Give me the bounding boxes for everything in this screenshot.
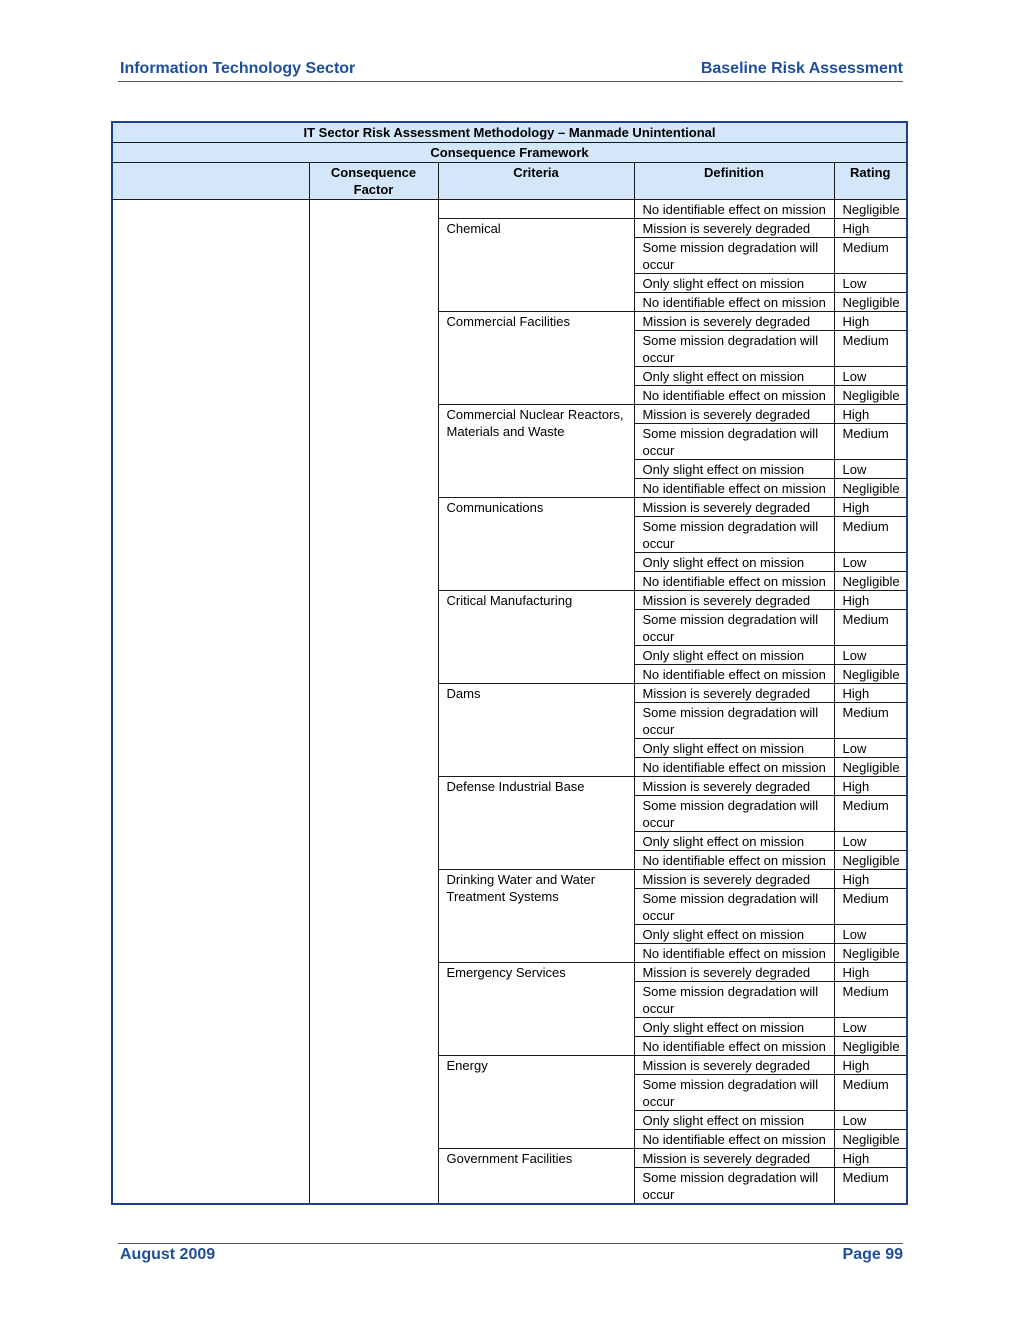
criteria-cell: Commercial Facilities [438,312,634,405]
rating-cell: High [834,1149,907,1168]
rating-cell: Negligible [834,1037,907,1056]
header-sector-title: Information Technology Sector [120,60,356,77]
rating-cell: High [834,219,907,238]
rating-cell: High [834,1056,907,1075]
column-header-blank [112,163,309,200]
definition-cell: No identifiable effect on mission [634,758,834,777]
column-header-definition: Definition [634,163,834,200]
definition-cell: No identifiable effect on mission [634,851,834,870]
definition-cell: Mission is severely degraded [634,591,834,610]
definition-cell: No identifiable effect on mission [634,386,834,405]
rating-cell: Low [834,274,907,293]
rating-cell: High [834,405,907,424]
rating-cell: Negligible [834,665,907,684]
definition-cell: Only slight effect on mission [634,274,834,293]
rating-cell: Low [834,646,907,665]
definition-cell: Only slight effect on mission [634,553,834,572]
risk-assessment-table [111,121,908,1205]
consequence-factor-cell [309,200,438,1205]
rating-cell: Medium [834,331,907,367]
header-document-title: Baseline Risk Assessment [700,60,903,77]
rating-cell: Medium [834,982,907,1018]
definition-cell: Mission is severely degraded [634,1056,834,1075]
definition-cell: Some mission degradation will occur [634,703,834,739]
rating-cell: Low [834,1018,907,1037]
rating-cell: Medium [834,703,907,739]
rating-cell: Medium [834,889,907,925]
criteria-cell: Commercial Nuclear Reactors, Materials and Waste [438,405,634,498]
rating-cell: Low [834,553,907,572]
definition-cell: Some mission degradation will occur [634,610,834,646]
rating-cell: Medium [834,517,907,553]
definition-cell: Only slight effect on mission [634,367,834,386]
criteria-cell: Dams [438,684,634,777]
rating-cell: Low [834,925,907,944]
rating-cell: Low [834,1111,907,1130]
definition-cell: Some mission degradation will occur [634,424,834,460]
column-header-rating: Rating [834,163,907,200]
definition-cell: No identifiable effect on mission [634,293,834,312]
definition-cell: Some mission degradation will occur [634,238,834,274]
criteria-cell-empty [438,200,634,219]
rating-cell: Low [834,832,907,851]
footer-rule [118,1243,903,1244]
rating-cell: Medium [834,238,907,274]
definition-cell: Mission is severely degraded [634,1149,834,1168]
definition-cell: Some mission degradation will occur [634,1075,834,1111]
rating-cell: Negligible [834,572,907,591]
definition-cell: Some mission degradation will occur [634,889,834,925]
criteria-cell: Communications [438,498,634,591]
table-row [112,200,907,219]
definition-cell: Mission is severely degraded [634,870,834,889]
rating-cell: Medium [834,796,907,832]
column-header-consequence-factor: Consequence Factor [309,163,438,200]
definition-cell: No identifiable effect on mission [634,665,834,684]
definition-cell: No identifiable effect on mission [634,1037,834,1056]
rating-cell: High [834,498,907,517]
rating-cell: Negligible [834,200,907,219]
definition-cell: Only slight effect on mission [634,739,834,758]
definition-cell: Mission is severely degraded [634,684,834,703]
rating-cell: High [834,870,907,889]
rating-cell: Low [834,739,907,758]
rating-cell: Negligible [834,758,907,777]
definition-cell: No identifiable effect on mission [634,1130,834,1149]
definition-cell: Only slight effect on mission [634,1111,834,1130]
definition-cell: Some mission degradation will occur [634,517,834,553]
definition-cell: Mission is severely degraded [634,405,834,424]
rating-cell: Negligible [834,293,907,312]
rating-cell: Medium [834,424,907,460]
footer-page-number: Page 99 [842,1246,903,1263]
definition-cell: Some mission degradation will occur [634,331,834,367]
rating-cell: High [834,777,907,796]
footer-date: August 2009 [120,1246,216,1263]
definition-cell: Mission is severely degraded [634,219,834,238]
criteria-cell: Energy [438,1056,634,1149]
definition-cell: Mission is severely degraded [634,963,834,982]
table-subtitle: Consequence Framework [112,143,907,163]
definition-cell: No identifiable effect on mission [634,944,834,963]
definition-cell: No identifiable effect on mission [634,572,834,591]
definition-cell: Mission is severely degraded [634,498,834,517]
rating-cell: High [834,684,907,703]
definition-cell: Only slight effect on mission [634,646,834,665]
rating-cell: Negligible [834,1130,907,1149]
blank-cell [112,200,309,1205]
rating-cell: High [834,312,907,331]
rating-cell: Negligible [834,944,907,963]
rating-cell: High [834,963,907,982]
definition-cell: Some mission degradation will occur [634,796,834,832]
criteria-cell: Critical Manufacturing [438,591,634,684]
definition-cell: No identifiable effect on mission [634,200,834,219]
rating-cell: Low [834,367,907,386]
rating-cell: Medium [834,610,907,646]
header-rule [118,81,903,82]
criteria-cell: Government Facilities [438,1149,634,1205]
rating-cell: High [834,591,907,610]
criteria-cell: Drinking Water and Water Treatment Systems [438,870,634,963]
definition-cell: Mission is severely degraded [634,777,834,796]
criteria-cell: Emergency Services [438,963,634,1056]
table-body [112,200,907,1205]
criteria-cell: Defense Industrial Base [438,777,634,870]
definition-cell: Some mission degradation will occur [634,982,834,1018]
definition-cell: Only slight effect on mission [634,1018,834,1037]
rating-cell: Low [834,460,907,479]
definition-cell: Only slight effect on mission [634,832,834,851]
definition-cell: Only slight effect on mission [634,925,834,944]
definition-cell: No identifiable effect on mission [634,479,834,498]
rating-cell: Negligible [834,851,907,870]
rating-cell: Negligible [834,386,907,405]
rating-cell: Medium [834,1075,907,1111]
rating-cell: Negligible [834,479,907,498]
definition-cell: Only slight effect on mission [634,460,834,479]
column-header-criteria: Criteria [438,163,634,200]
criteria-cell: Chemical [438,219,634,312]
table-title: IT Sector Risk Assessment Methodology – Manmade Unintentional [112,122,907,143]
definition-cell: Mission is severely degraded [634,312,834,331]
definition-cell: Some mission degradation will occur [634,1168,834,1205]
rating-cell: Medium [834,1168,907,1205]
